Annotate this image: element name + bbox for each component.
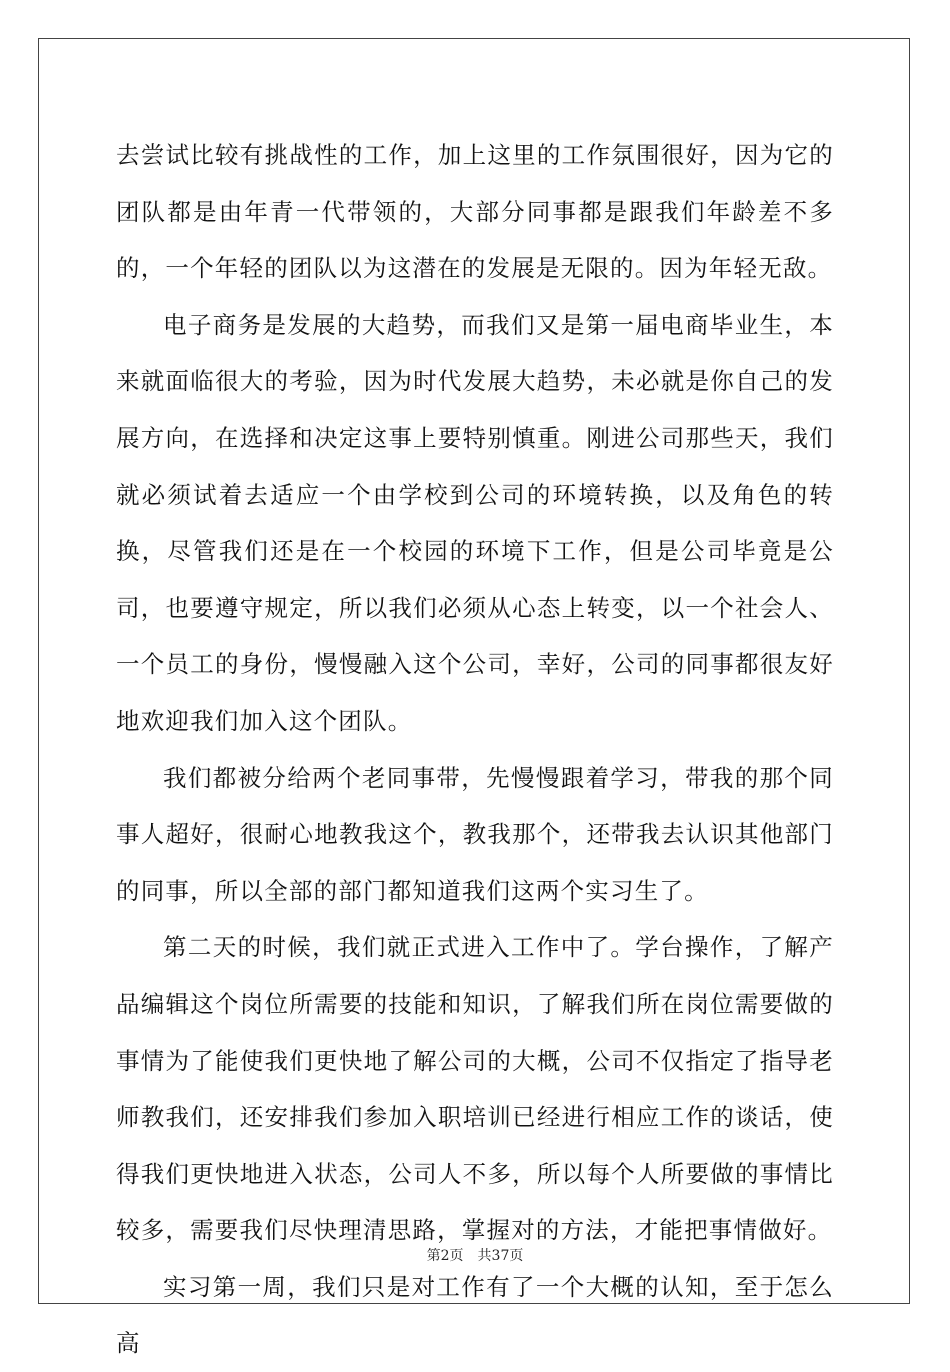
document-body [116, 127, 834, 1372]
page-footer [0, 1245, 950, 1265]
paragraph-3: 我们都被分给两个老同事带，先慢慢跟着学习，带我的那个同事人超好，很耐心地教我这个，教我那个，还带我去认识其他部门的同事，所以全部的部门都知道我们这两个实习生了。 [116, 763, 834, 905]
page-total: 共37页 [477, 1248, 524, 1264]
paragraph-1: 去尝试比较有挑战性的工作，加上这里的工作氛围很好，因为它的团队都是由年青一代带领的，大部分同事都是跟我们年龄差不多的，一个年轻的团队以为这潜在的发展是无限的。因为年轻无敌。 [116, 141, 834, 283]
paragraph-4: 第二天的时候，我们就正式进入工作中了。学台操作，了解产品编辑这个岗位所需要的技能和知识，了解我们所在岗位需要做的事情为了能使我们更快地了解公司的大概，公司不仅指定了指导老师教我们，还安排我们参加入职培训已经进行相应工作的谈话，使得我们更快地进入状态，公司人不多，所以每个人所要做的事情比较多，需要我们尽快理清思路，掌握对的方法，才能把事情做好。 [116, 933, 834, 1245]
page-number: 第2页 [426, 1248, 464, 1264]
paragraph-5: 实习第一周，我们只是对工作有了一个大概的认知，至于怎么高 [116, 1272, 834, 1358]
paragraph-2: 电子商务是发展的大趋势，而我们又是第一届电商毕业生，本来就面临很大的考验，因为时代发展大趋势，未必就是你自己的发展方向，在选择和决定这事上要特别慎重。刚进公司那些天，我们就必须试着去适应一个由学校到公司的环境转换，以及角色的转换，尽管我们还是在一个校园的环境下工作，但是公司毕竟是公司，也要遵守规定，所以我们必须从心态上转变，以一个社会人、一个员工的身份，慢慢融入这个公司，幸好，公司的同事都很友好地欢迎我们加入这个团队。 [116, 310, 834, 735]
